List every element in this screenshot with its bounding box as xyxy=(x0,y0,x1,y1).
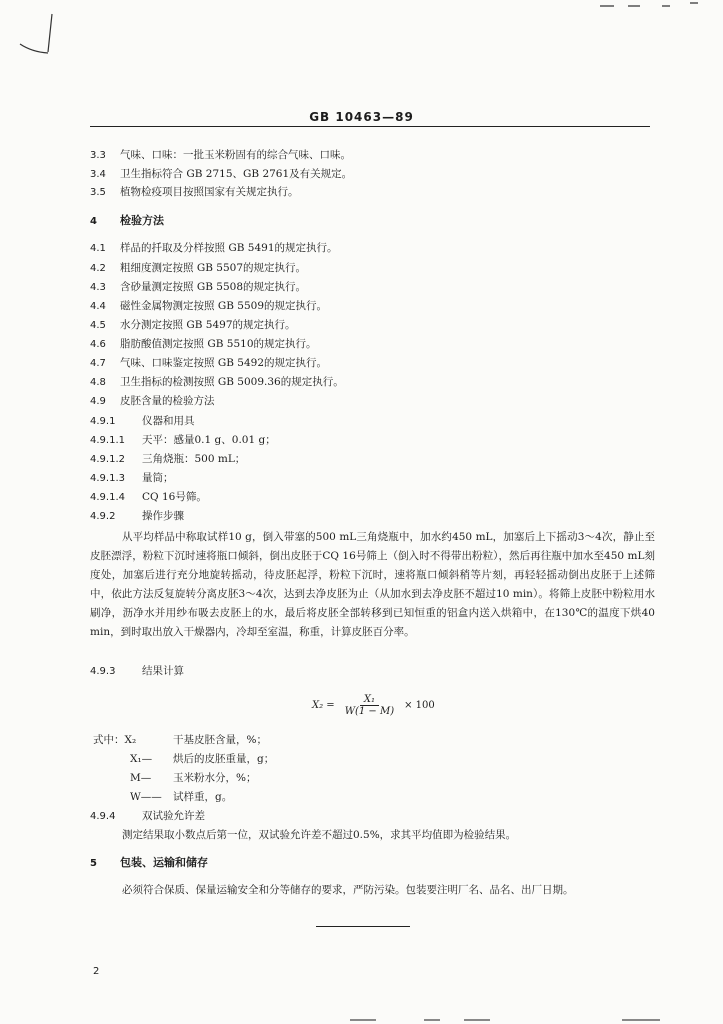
item-3-3: 3.3 气味、口味：一批玉米粉固有的综合气味、口味。 xyxy=(90,149,351,161)
standard-code: GB 10463—89 xyxy=(309,110,414,124)
storage-text: 必须符合保质、保量运输安全和分等储存的要求，严防污染。包装要注明厂名、品名、出厂日期。 xyxy=(122,884,574,896)
legend-x1: X₁— 烘后的皮胚重量，g； xyxy=(130,753,275,765)
legend-m: M— 玉米粉水分，%； xyxy=(130,772,257,784)
method-4-6: 4.6 脂肪酸值测定按照 GB 5510的规定执行。 xyxy=(90,338,317,350)
header-rule xyxy=(90,126,650,127)
method-4-4: 4.4 磁性金属物测定按照 GB 5509的规定执行。 xyxy=(90,300,328,312)
allowance-heading: 4.9.4 双试验允许差 xyxy=(90,810,205,822)
formula-denominator: W(1 − M) xyxy=(344,706,395,717)
method-4-2: 4.2 粗细度测定按照 GB 5507的规定执行。 xyxy=(90,262,307,274)
sub-4-9-1-2: 4.9.1.2 三角烧瓶：500 mL； xyxy=(90,453,246,465)
legend-w: W—— 试样重，g。 xyxy=(130,791,233,803)
sub-4-9-1-4: 4.9.1.4 CQ 16号筛。 xyxy=(90,491,207,503)
allowance-text: 测定结果取小数点后第一位，双试验允许差不超过0.5%，求其平均值即为检验结果。 xyxy=(122,829,517,841)
formula xyxy=(312,694,435,717)
formula-numerator: X₁ xyxy=(360,694,379,706)
sub-4-9-1-1: 4.9.1.1 天平：感量0.1 g、0.01 g； xyxy=(90,434,276,446)
sub-4-9-2: 4.9.2 操作步骤 xyxy=(90,510,184,522)
procedure-paragraph: 从平均样品中称取试样10 g，倒入带塞的500 mL三角烧瓶中，加水约450 mL，加塞后上下摇动3～4次，静止至皮胚漂浮，粉粒下沉时速将瓶口倾斜，倒出皮胚于CQ 16号筛上（倒入时不得带出粉粒），然后再往瓶中加水至450 mL刻度处，加塞后进行充分地旋转摇动，待皮胚起浮，粉粒下沉时，速将瓶口倾斜稍等片刻，再轻轻摇动倒出皮胚于上述筛中，依此方法反复旋转分离皮胚3～4次，达到去净皮胚为止（从加水到去净皮胚不超过10 min）。将筛上皮胚中粉粒用水刷净，沥净水并用纱布吸去皮胚上的水，最后将皮胚全部转移到已知恒重的铝盒内送入烘箱中，在130℃的温度下烘40 min，到时取出放入干燥器内，冷却至室温，称重，计算皮胚百分率。 xyxy=(90,531,655,638)
item-3-5: 3.5 植物检疫项目按照国家有关规定执行。 xyxy=(90,186,299,198)
method-4-9: 4.9 皮胚含量的检验方法 xyxy=(90,395,215,407)
section-5-heading: 5 包装、运输和储存 xyxy=(90,856,208,869)
scan-mark-bottom xyxy=(340,1016,700,1024)
formula-rhs: × 100 xyxy=(404,700,435,711)
formula-lhs: X₂ = xyxy=(312,700,335,711)
item-3-4: 3.4 卫生指标符合 GB 2715、GB 2761及有关规定。 xyxy=(90,168,353,180)
result-heading: 4.9.3 结果计算 xyxy=(90,665,184,677)
section-4-heading: 4 检验方法 xyxy=(90,214,164,227)
method-4-5: 4.5 水分测定按照 GB 5497的规定执行。 xyxy=(90,319,296,331)
formula-fraction xyxy=(341,694,398,717)
sub-4-9-1-3: 4.9.1.3 量筒； xyxy=(90,472,174,484)
method-4-3: 4.3 含砂量测定按照 GB 5508的规定执行。 xyxy=(90,281,307,293)
legend-x2: 式中：X₂ 干基皮胚含量，%； xyxy=(93,734,267,746)
scan-mark-topright xyxy=(600,0,710,10)
scan-mark-topleft xyxy=(14,10,64,55)
sub-4-9-1: 4.9.1 仪器和用具 xyxy=(90,415,195,427)
method-4-8: 4.8 卫生指标的检测按照 GB 5009.36的规定执行。 xyxy=(90,376,344,388)
page-number: 2 xyxy=(93,966,100,977)
method-4-7: 4.7 气味、口味鉴定按照 GB 5492的规定执行。 xyxy=(90,357,328,369)
method-4-1: 4.1 样品的扦取及分样按照 GB 5491的规定执行。 xyxy=(90,242,338,254)
end-rule xyxy=(316,926,410,927)
